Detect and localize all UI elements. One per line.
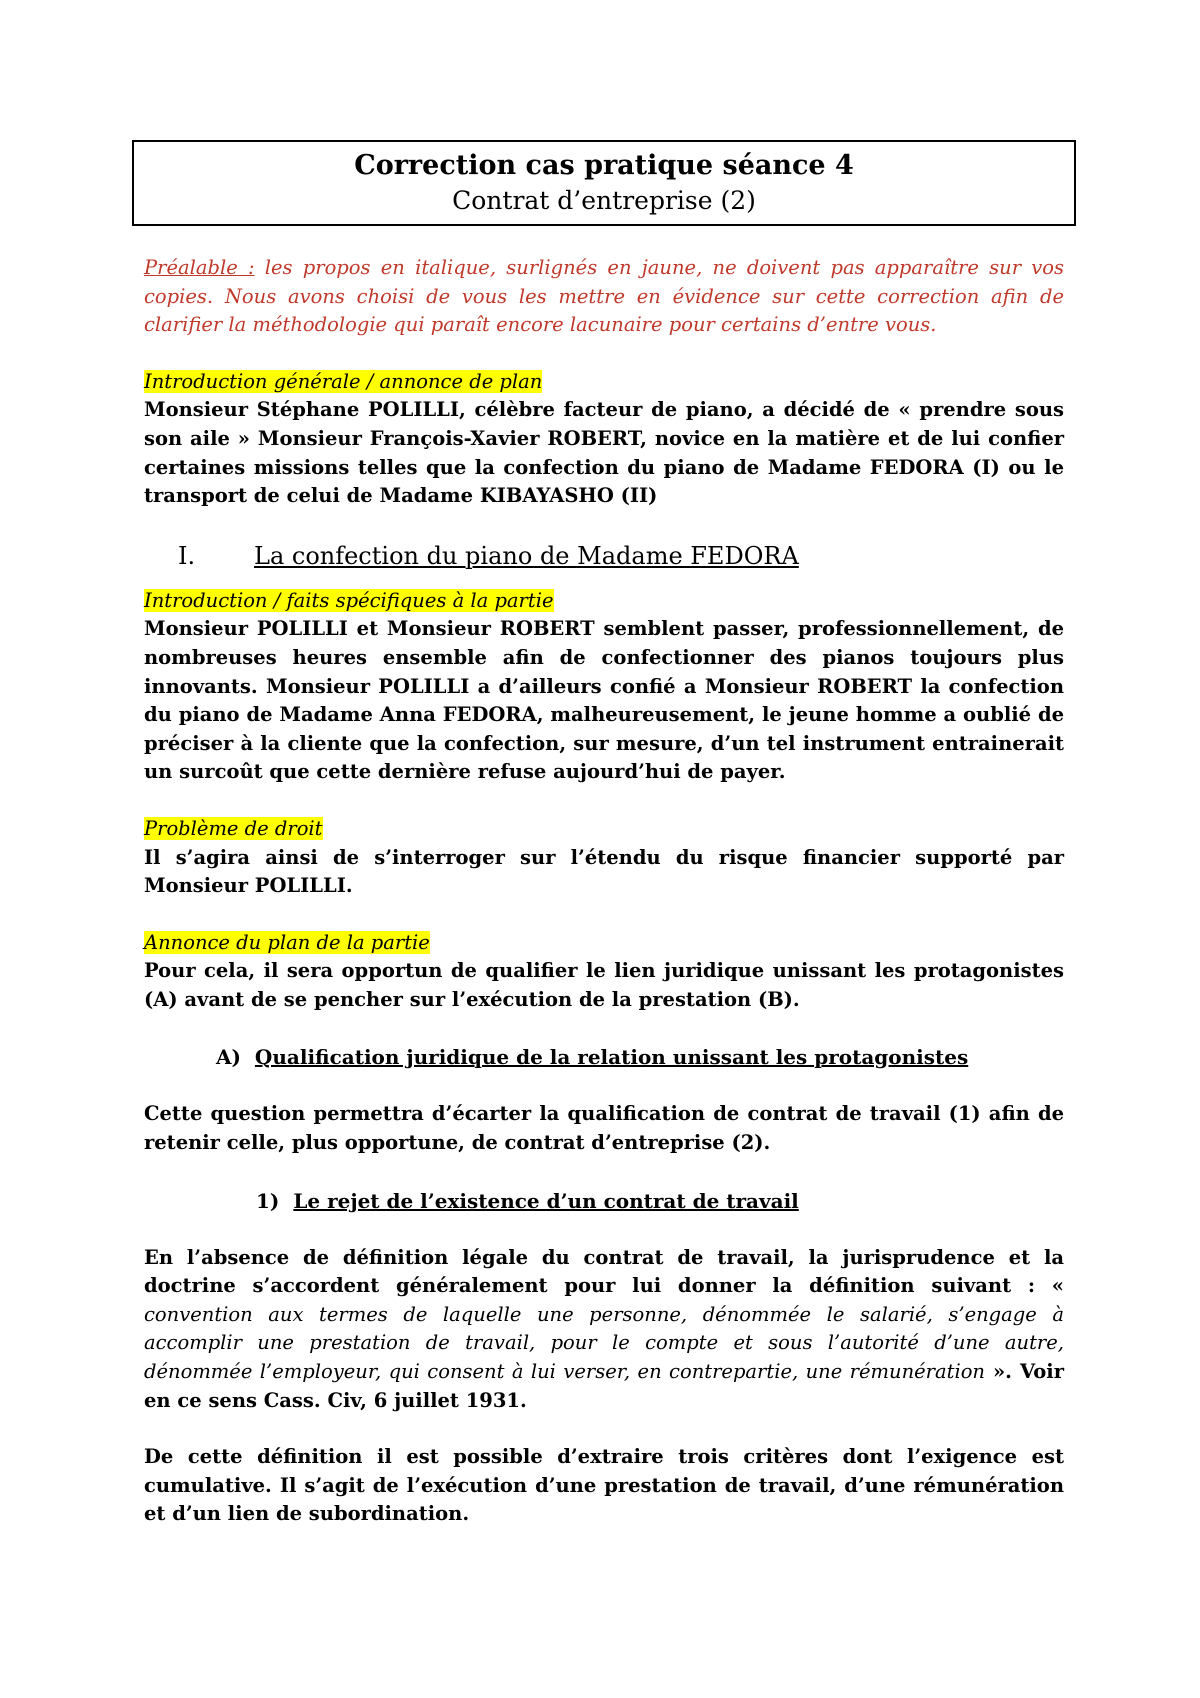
paragraph-a: Cette question permettra d’écarter la qualification de contrat de travail (1) afin de retenir celle, plus opportune, de contrat d’entreprise (2). [144,1102,1064,1155]
subsubsection-heading-1 [144,1186,1064,1216]
prealable-label: Préalable : [144,256,255,279]
section-title: La confection du piano de Madame FEDORA [254,541,799,570]
definition-end: . [520,1388,527,1412]
subsection-title: Qualification juridique de la relation unissant les protagonistes [254,1045,969,1070]
subsection-heading-a [144,1042,1064,1072]
subsection-number: A) [216,1045,241,1070]
intro-partie-text: Monsieur POLILLI et Monsieur ROBERT semblent passer, professionnellement, de nombreuses heures ensemble afin de confectionner des pianos toujours plus innovants. Monsieur POLILLI a d’ailleurs confié a Monsieur ROBERT la confection du piano de Madame Anna FEDORA, malheureusement, le jeune homme a oublié de préciser à la cliente que la confection, sur mesure, d’un tel instrument entrainerait un surcoût que cette dernière refuse aujourd’hui de payer. [144,617,1064,784]
section-number: I. [178,541,196,570]
document-title: Correction cas pratique séance 4 [354,150,854,181]
probleme-label: Problème de droit [144,816,323,840]
intro-generale-text: Monsieur Stéphane POLILLI, célèbre facteur de piano, a décidé de « prendre sous son aile » Monsieur François-Xavier ROBERT, novice en la matière et de lui confier certaines missions telles que la confection du piano de Madame FEDORA (I) ou le transport de celui de Madame KIBAYASHO (II) [144,398,1064,508]
definition-intro: En l’absence de définition légale du contrat de travail, la jurisprudence et la doctrine s’accordent généralement pour lui donner la définition suivant : « [144,1245,1064,1298]
intro-generale-label: Introduction générale / annonce de plan [144,369,543,393]
case-reference: Cass. Civ, 6 juillet 1931 [263,1388,521,1412]
paragraph-criteria: De cette définition il est possible d’extraire trois critères dont l’exigence est cumulative. Il s’agit de l’exécution d’une prestation de travail, d’une rémunération et d’un lien de subordination. [144,1445,1064,1526]
probleme-text: Il s’agira ainsi de s’interroger sur l’étendu du risque financier supporté par Monsieur POLILLI. [144,845,1064,898]
document-subtitle: Contrat d’entreprise (2) [452,186,756,215]
subsubsection-number: 1) [256,1188,280,1213]
definition-quote: convention aux termes de laquelle une personne, dénommée le salarié, s’engage à accomplir une prestation de travail, pour le compte et sous l’autorité d’une autre, dénommée l’employeur, qui consent à lui verser, en contrepartie, une rémunération [144,1302,1064,1384]
prealable-text: les propos en italique, surlignés en jaune, ne doivent pas apparaître sur vos copies. Nous avons choisi de vous les mettre en évidence sur cette correction afin de clarifier la méthodologie qui paraît encore lacunaire pour certains d’entre vous. [144,256,1065,337]
title-box [132,140,1076,226]
annonce-text: Pour cela, il sera opportun de qualifier le lien juridique unissant les protagonistes (A) avant de se pencher sur l’exécution de la prestation (B). [144,959,1064,1011]
document-content [144,140,1064,1529]
paragraph-definition [144,1244,1064,1416]
subsubsection-title: Le rejet de l’existence d’un contrat de travail [293,1188,799,1213]
intro-partie-label: Introduction / faits spécifiques à la partie [144,588,554,612]
definition-after: ». Voir en ce sens [144,1360,1064,1412]
annonce-label: Annonce du plan de la partie [144,930,430,954]
prealable-paragraph [144,254,1064,340]
section-heading-1 [144,539,1064,573]
